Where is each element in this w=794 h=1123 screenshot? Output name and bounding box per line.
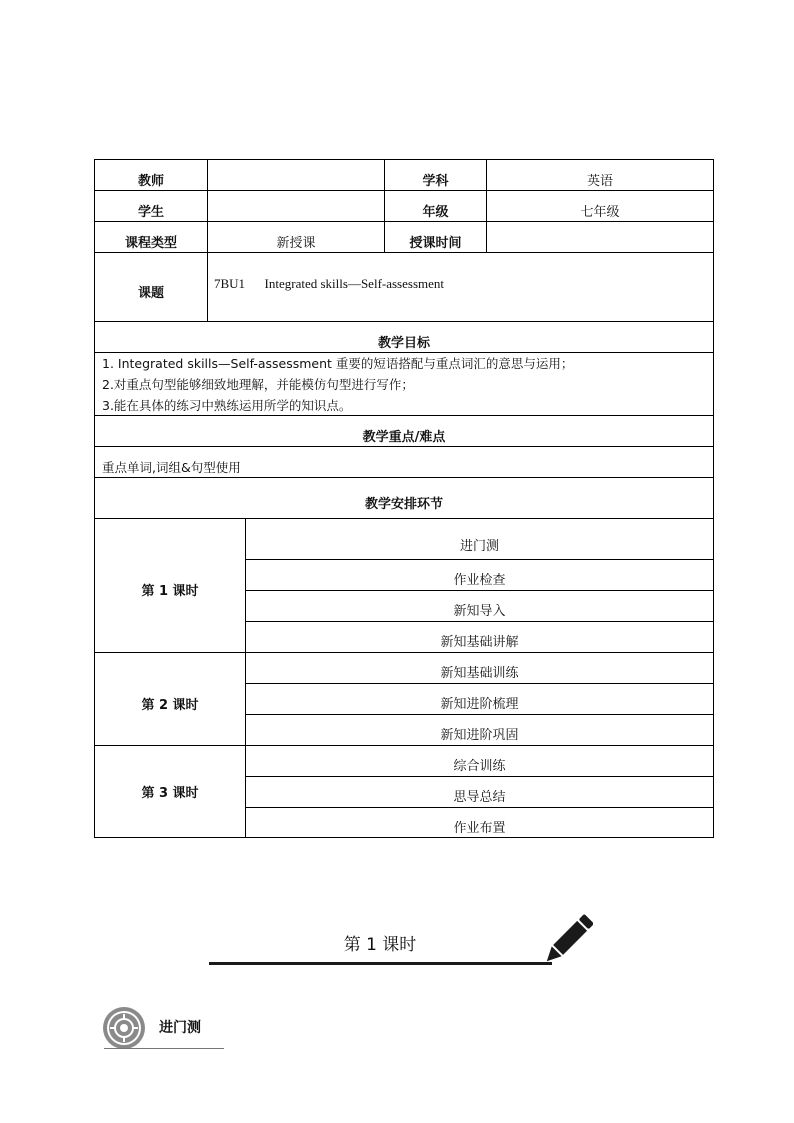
class-time-label: 授课时间 [409, 235, 462, 251]
lesson-2-label: 第 2 课时 [141, 697, 199, 713]
subsection-label: 进门测 [159, 1020, 201, 1036]
objective-item: 2.对重点句型能够细致地理解，并能模仿句型进行写作； [102, 377, 414, 392]
objective-item: 3.能在具体的练习中熟练运用所学的知识点。 [102, 398, 352, 413]
objectives-heading: 教学目标 [377, 335, 430, 351]
arrangement-heading: 教学安排环节 [364, 496, 443, 512]
course-type-label: 课程类型 [124, 235, 177, 251]
focus-heading: 教学重点/难点 [362, 429, 446, 445]
subsection-underline [104, 1048, 224, 1049]
student-label: 学生 [137, 204, 164, 220]
lesson-step: 作业布置 [453, 820, 506, 836]
lesson-step: 作业检查 [453, 572, 506, 588]
teacher-value [208, 167, 384, 191]
section-underline [209, 962, 552, 965]
lesson-1-label: 第 1 课时 [141, 584, 199, 599]
course-type-value: 新授课 [276, 235, 316, 251]
student-value [208, 198, 384, 222]
subject-value: 英语 [586, 173, 613, 189]
lesson-step: 新知进阶梳理 [440, 696, 519, 712]
lesson-step: 思导总结 [453, 789, 506, 805]
lesson-step: 进门测 [459, 539, 499, 554]
lesson-step: 新知基础训练 [440, 665, 519, 681]
lesson-step: 新知基础讲解 [440, 634, 519, 650]
section-title: 第 1 课时 [343, 935, 417, 955]
topic-value: 7BU1 Integrated skills—Self-assessment [214, 276, 444, 291]
focus-text: 重点单词,词组&句型使用 [102, 460, 241, 475]
grade-value: 七年级 [580, 204, 620, 220]
objective-item: 1. Integrated skills—Self-assessment 重要的短语搭配与重点词汇的意思与运用； [102, 356, 574, 371]
topic-label: 课题 [137, 285, 164, 301]
pencil-icon [543, 912, 593, 972]
lesson-step: 综合训练 [453, 758, 506, 774]
lesson-step: 新知导入 [453, 603, 506, 619]
target-icon [102, 1006, 146, 1054]
lesson-3-label: 第 3 课时 [141, 786, 199, 801]
class-time-value [487, 229, 713, 253]
subject-label: 学科 [422, 173, 449, 189]
grade-label: 年级 [422, 204, 449, 220]
lesson-step: 新知进阶巩固 [440, 727, 519, 743]
teacher-label: 教师 [137, 173, 164, 189]
